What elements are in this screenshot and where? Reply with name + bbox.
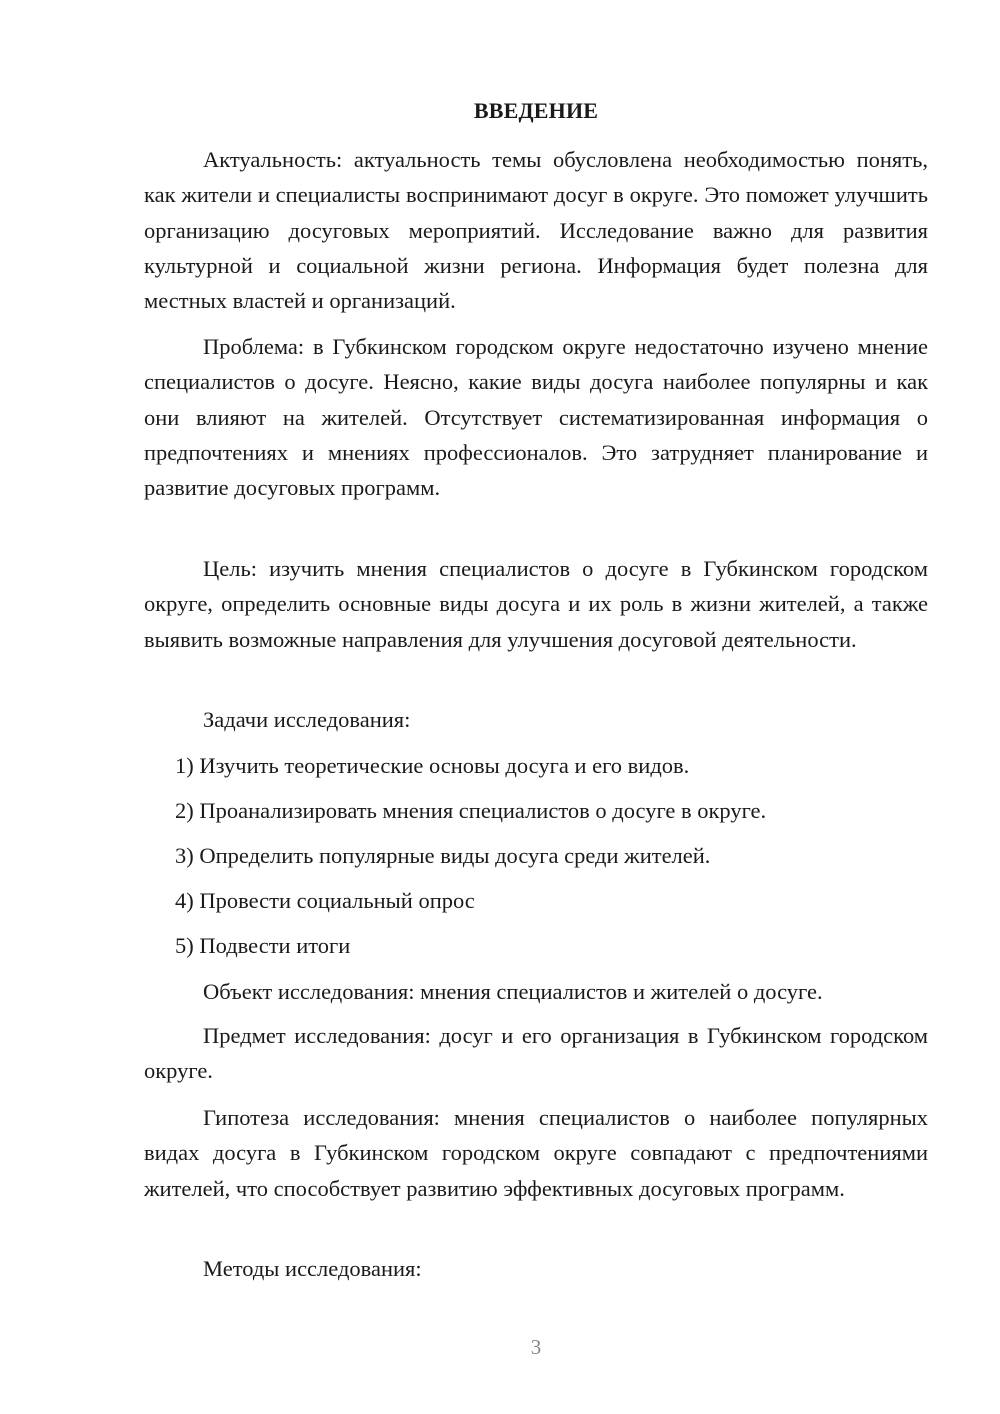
document-page xyxy=(144,0,928,1414)
paragraph-tasks-heading: Задачи исследования: xyxy=(203,707,411,732)
paragraph-subject: Предмет исследования: досуг и его организация в Губкинском городском округе. xyxy=(144,1023,928,1084)
paragraph-goal: Цель: изучить мнения специалистов о досуге в Губкинском городском округе, определить основные виды досуга и их роль в жизни жителей, а также выявить возможные направления для улучшения досуговой деятельности. xyxy=(144,556,928,652)
paragraph-hypothesis: Гипотеза исследования: мнения специалистов о наиболее популярных видах досуга в Губкинском городском округе совпадают с предпочтениями жителей, что способствует развитию эффективных досуговых программ. xyxy=(144,1105,928,1201)
paragraph-problem: Проблема: в Губкинском городском округе недостаточно изучено мнение специалистов о досуге. Неясно, какие виды досуга наиболее популярны и как они влияют на жителей. Отсутствует систематизированная информация о предпочтениях и мнениях профессионалов. Это затрудняет планирование и развитие досуговых программ. xyxy=(144,334,928,501)
paragraph-relevance: Актуальность: актуальность темы обусловлена необходимостью понять, как жители и специалисты воспринимают досуг в округе. Это поможет улучшить организацию досуговых мероприятий. Исследование важно для развития культурной и социальной жизни региона. Информация будет полезна для местных властей и организаций. xyxy=(144,147,928,314)
list-item: 3) Определить популярные виды досуга среди жителей. xyxy=(175,843,711,868)
page-number: 3 xyxy=(530,1335,542,1359)
list-item: 5) Подвести итоги xyxy=(175,933,351,958)
page-title: ВВЕДЕНИЕ xyxy=(473,98,599,123)
paragraph-methods-heading: Методы исследования: xyxy=(203,1256,422,1281)
list-item: 4) Провести социальный опрос xyxy=(175,888,475,913)
paragraph-object: Объект исследования: мнения специалистов и жителей о досуге. xyxy=(203,979,823,1004)
list-item: 2) Проанализировать мнения специалистов о досуге в округе. xyxy=(175,798,767,823)
list-item: 1) Изучить теоретические основы досуга и его видов. xyxy=(175,753,690,778)
